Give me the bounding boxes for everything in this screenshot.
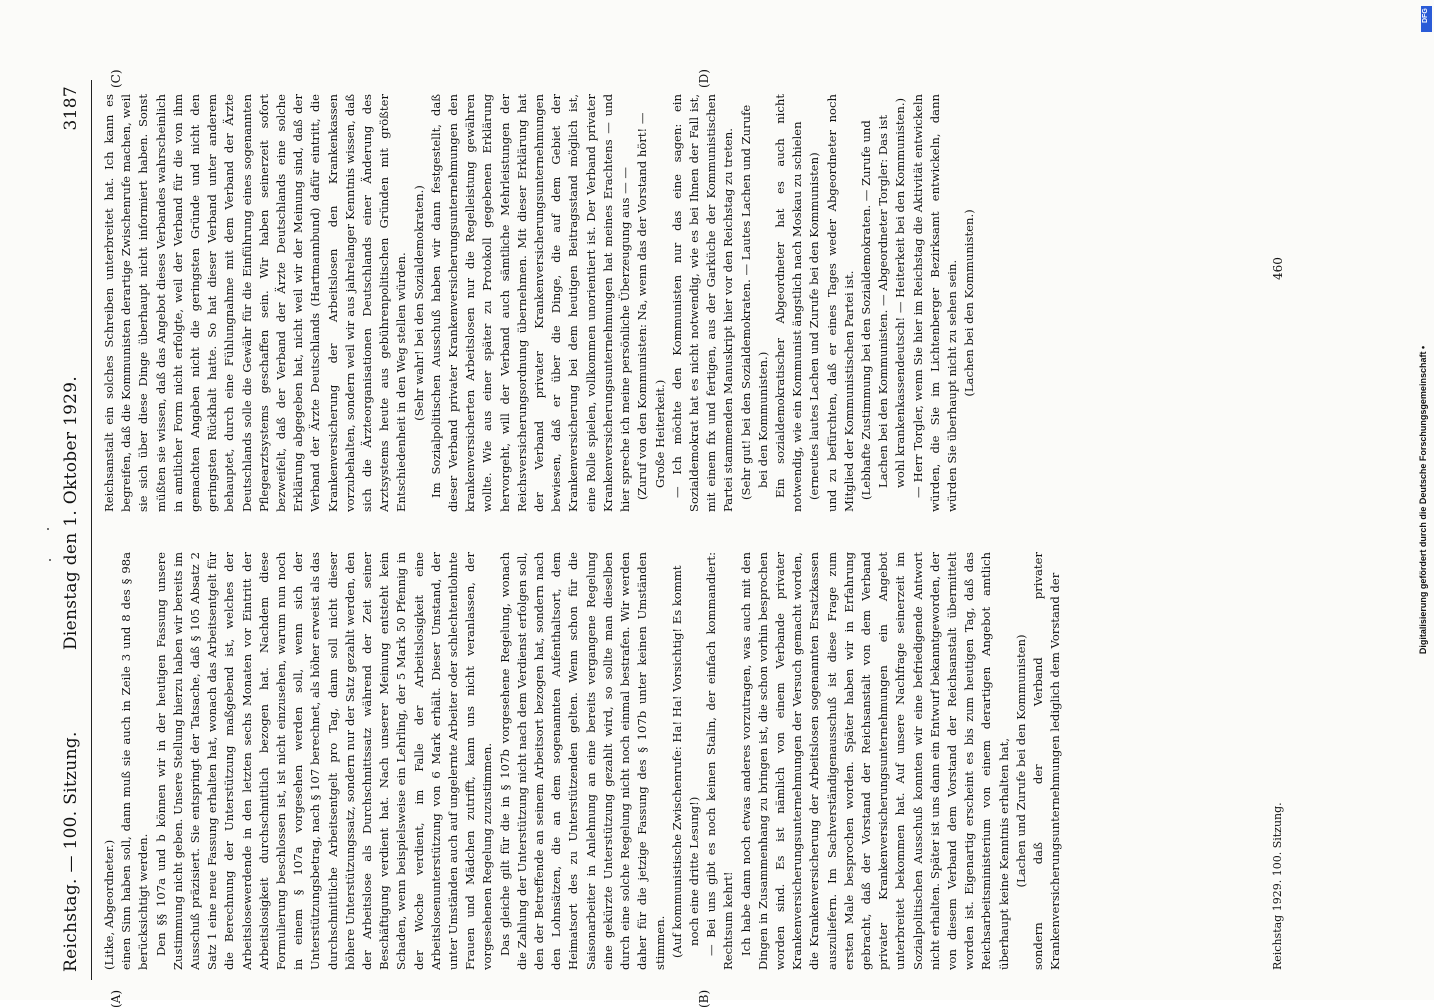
header-session: Reichstag. — 100. Sitzung. xyxy=(61,731,81,972)
paragraph: einen Sinn haben soll, dann muß sie auch in Zeile 3 und 8 des § 98a berücksichtigt werden. xyxy=(119,552,151,970)
paragraph: Ich habe dann noch etwas anderes vorzutragen, was auch mit den Dingen in Zusammenhang zu bringen ist, die schon vorhin besprochen worden sind. Es ist nämlich von einem Verbande privater Krankenversicherungsunternehmungen der Versuch gemacht worden, die Krankenversicherung der Arbeitslosen sogenannten Ersatzkassen auszuliefern. Im Sachverständigenausschuß ist diese Frage zum ersten Male besprochen worden. Später haben wir in Erfahrung gebracht, daß der Vorstand der Reichsanstalt von dem Verband privater Krankenversicherungsunternehmungen ein Angebot unterbreitet bekommen hat. Auf unsere Nachfrage seinerzeit im Sozialpolitischen Ausschuß konnten wir eine befriedigende Antwort nicht erhalten. Später ist uns dann ein Entwurf bekanntgeworden, der von diesem Verband dem Vorstand der Reichsanstalt übermittelt worden ist. Eigenartig erscheint es bis zum heutigen Tag, daß das Reichsarbeitsministerium von einem derartigen Angebot amtlich überhaupt keine Kenntnis erhalten hat, xyxy=(738,552,1011,970)
page-number: 3187 xyxy=(61,86,81,131)
left-column xyxy=(101,552,1266,970)
margin-mark-b: (B) xyxy=(697,989,711,1008)
speaker-line: (Litke, Abgeordneter.) xyxy=(102,839,116,970)
interjection: (Lebhafte Zustimmung bei den Sozialdemokraten. — Zurufe und Lachen bei den Kommunisten. — Abgeordneter Torgler: Das ist wohl krankenkassendeutsch! — Heiterkeit bei den Kommunisten.) xyxy=(858,97,908,500)
margin-mark-c: (C) xyxy=(109,69,123,88)
dfg-logo: DFG xyxy=(1421,6,1432,32)
speck xyxy=(49,559,51,561)
paragraph: und zu befürchten, daß er eines Tages weder Abgeordneter noch Mitglied der Kommunistischen Partei ist. xyxy=(824,94,856,512)
margin-mark-d: (D) xyxy=(697,69,711,88)
interjection: (Auf kommunistische Zwischenrufe: Ha! Ha! Vorsichtig! Es kommt noch eine dritte Lesung!) xyxy=(669,565,701,958)
interjection: (erneutes lautes Lachen und Zurufe bei den Kommunisten) xyxy=(807,152,822,500)
margin-mark-a: (A) xyxy=(109,989,123,1008)
header-date: Dienstag den 1. Oktober 1929. xyxy=(61,375,81,650)
paragraph: sondern daß der Verband privater Krankenversicherungsunternehmungen lediglich dem Vorstand der xyxy=(1030,552,1063,970)
paragraph: — Herr Torgler, wenn Sie hier im Reichstag die Aktivität entwickeln würden, die Sie im Lichtenberger Bezirksamt entwickeln, dann würden Sie überhaupt nicht zu sehen sein. xyxy=(910,94,959,512)
paragraph: Ein sozialdemokratischer Abgeordneter hat es auch nicht notwendig, wie ein Kommunist ängstlich nach Moskau zu schielen xyxy=(772,94,805,512)
digitization-credit: Digitalisierung gefördert durch die Deutsche Forschungsgemeinschaft • xyxy=(1418,345,1428,655)
interjection: (Sehr wahr! bei den Sozialdemokraten.) xyxy=(411,185,426,421)
paragraph: Reichsanstalt ein solches Schreiben unterbreitet hat. Ich kann es begreifen, daß die Kommunisten derartige Zwischenrufe machen, weil sie sich über diese Dinge überhaupt nicht informiert haben. Sonst müßten sie wissen, daß das Angebot dieses Verbandes wahrscheinlich in amtlicher Form nicht erfolgte, weil der Verband für die von ihm gemachten Angaben nicht die geringsten Gründe und nicht den geringsten Rückhalt hatte. So hat dieser Verband unter anderem behauptet, durch eine Fühlungnahme mit dem Verband der Ärzte Deutschlands solle die Gewähr für die Einführung eines sogenannten Pflegearztsystems geschaffen sein. Wir haben seinerzeit sofort bezweifelt, daß der Verband der Ärzte Deutschlands eine solche Erklärung abgegeben hat, nicht weil wir der Meinung sind, daß der Verband der Ärzte Deutschlands (Hartmannbund) dafür eintritt, die Krankenversicherung der Arbeitslosen den Krankenkassen vorzubehalten, sondern weil wir aus jahrelanger Kenntnis wissen, daß sich die Ärzteorganisationen Deutschlands einer Änderung des Arztsystems heute aus gebührenpolitischen Gründen mit größter Entschiedenheit in den Weg stellen würden. xyxy=(102,94,409,512)
paragraph: — Ich möchte den Kommunisten nur das eine sagen: ein Sozialdemokrat hat es nicht notwendig, wie es bei Ihnen der Fall ist, mit einem fix und fertigen, aus der Garküche der Kommunistischen Partei stammenden Manuskript hier vor den Reichstag zu treten. xyxy=(669,94,736,512)
interjection: (Zuruf von den Kommunisten: Na, wenn das der Vorstand hört! — Große Heiterkeit.) xyxy=(635,112,667,500)
speck xyxy=(47,528,49,530)
paragraph: — Bei uns gibt es noch keinen Stalin, der einfach kommandiert: Rechtsum kehrt! xyxy=(704,552,736,970)
interjection: (Lachen und Zurufe bei den Kommunisten) xyxy=(1013,634,1028,888)
header-rule xyxy=(91,80,92,980)
footer-signature: Reichstag 1929. 100. Sitzung. xyxy=(1271,802,1284,970)
rotated-document xyxy=(57,69,1297,1008)
interjection: (Sehr gut! bei den Sozialdemokraten. — Lautes Lachen und Zurufe bei den Kommunisten.) xyxy=(738,104,770,500)
paragraph: Im Sozialpolitischen Ausschuß haben wir dann festgestellt, daß dieser Verband privater Krankenversicherungsunternehmungen den krankenversicherten Arbeitslosen nur die Regelleistung gewähren wollte. Wie aus einer später zu Protokoll gegebenen Erklärung hervorgeht, will der Verband auch sämtliche Mehrleistungen der Reichsversicherungsordnung übernehmen. Mit dieser Erklärung hat der Verband privater Krankenversicherungsunternehmungen bewiesen, daß er über die Dinge, die auf dem Gebiet der Krankenversicherung bei dem heutigen Beitragsstand möglich ist, eine Rolle spielen, vollkommen unorientiert ist. Der Verband privater Krankenversicherungsunternehmungen hat meines Erachtens — und hier spreche ich meine persönliche Überzeugung aus — — xyxy=(428,94,633,512)
paragraph: Den §§ 107a und b können wir in der heutigen Fassung unsere Zustimmung nicht geben. Unsere Stellung hierzu haben wir bereits im Ausschuß präzisiert. Sie entspringt der Tatsache, daß § 105 Absatz 2 Satz 1 eine neue Fassung erhalten hat, wonach das Arbeitsentgelt für die Berechnung der Unterstützung maßgebend ist, welches der Arbeitslosewerdende in den letzten sechs Monaten vor Eintritt der Arbeitslosigkeit durchschnittlich bezogen hat. Nachdem diese Formulierung beschlossen ist, ist nicht einzusehen, warum nun noch in einem § 107a vorgesehen werden soll, wenn sich der Unterstützungsbetrag, nach § 107 berechnet, als höher erweist als das durchschnittliche Arbeitsentgelt pro Tag, dann soll nicht dieser höhere Unterstützungssatz, sondern nur der Satz gezahlt werden, den der Arbeitslose als Durchschnittssatz während der Zeit seiner Beschäftigung verdient hat. Nach unserer Meinung entsteht kein Schaden, wenn beispielsweise ein Lehrling, der 5 Mark 50 Pfennig in der Woche verdient, im Falle der Arbeitslosigkeit eine Arbeitslosenunterstützung von 6 Mark erhält. Dieser Umstand, der unter Umständen auch auf ungelernte Arbeiter oder schlechtentlohnte Frauen und Mädchen zutrifft, kann uns nicht veranlassen, der vorgesehenen Regelung zuzustimmen. xyxy=(153,552,495,970)
sheet-number: 460 xyxy=(1271,257,1285,280)
paragraph: Das gleiche gilt für die in § 107b vorgesehene Regelung, wonach die Zahlung der Unterstützung nicht nach dem Verdienst erfolgen soll, den der Betreffende an seinem Arbeitsort bezogen hat, sondern nach den Lohnsätzen, die an dem sogenannten Aufenthaltsort, dem Heimatsort des zu Unterstützenden gelten. Wenn schon für die Saisonarbeiter in Anlehnung an eine bereits vergangene Regelung eine gekürzte Unterstützung gezahlt wird, so sollte man dieselben durch eine solche Regelung nicht noch einmal bestrafen. Wir werden daher für die jetzige Fassung des § 107b unter keinen Umständen stimmen. xyxy=(497,552,667,970)
interjection: (Lachen bei den Kommunisten.) xyxy=(962,209,977,397)
running-header xyxy=(57,80,93,980)
right-column xyxy=(101,94,1266,512)
